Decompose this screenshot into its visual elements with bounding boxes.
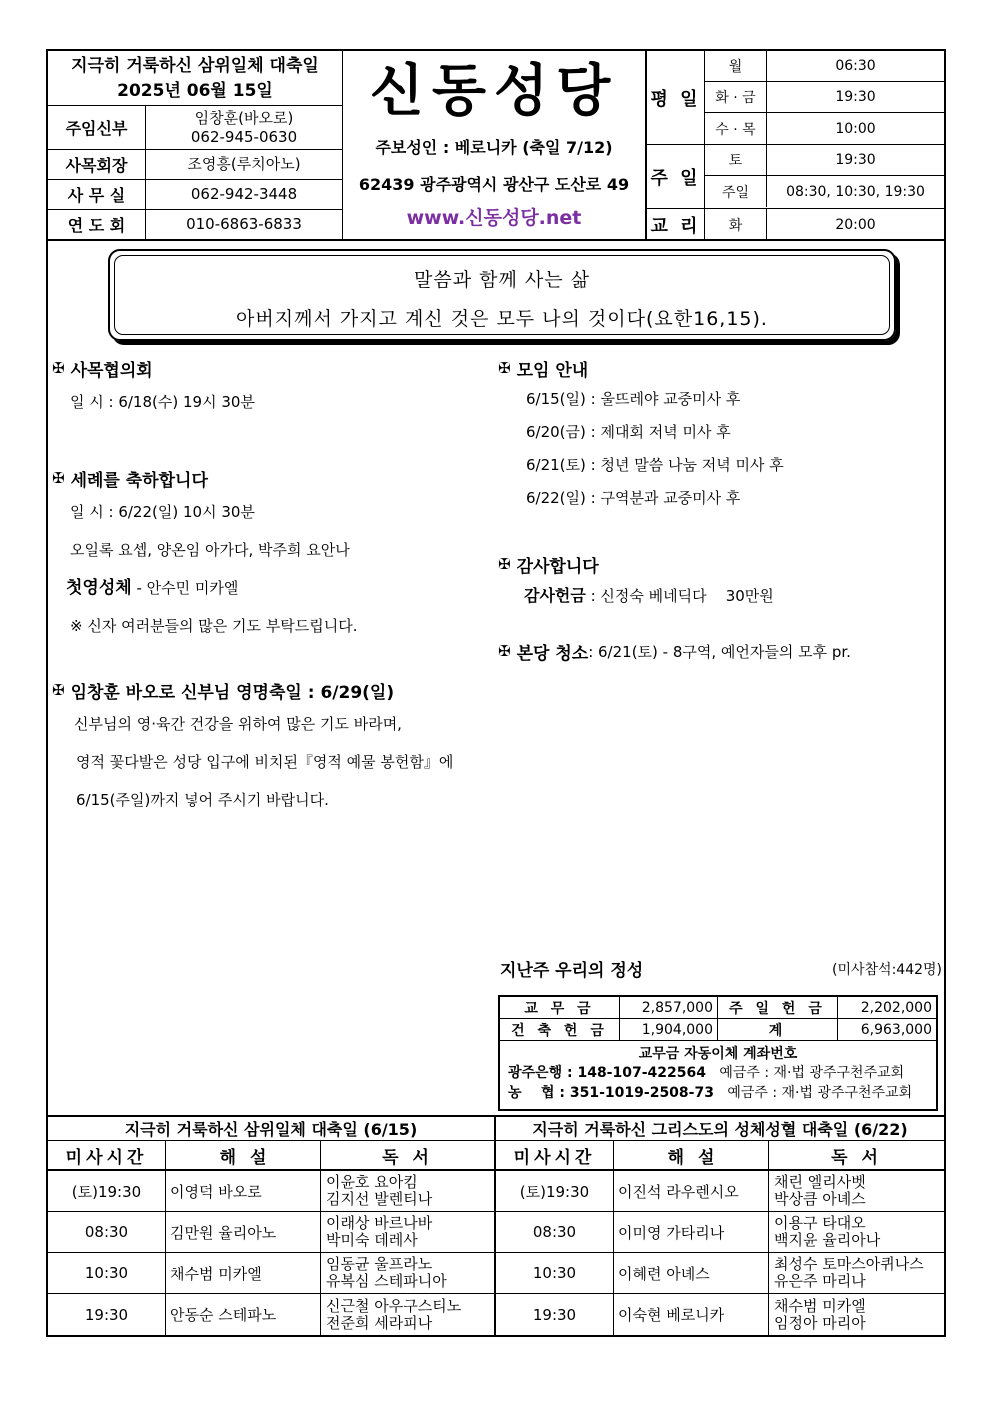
info-label: 사 무 실 <box>48 180 146 209</box>
schedule-label: 평 일 <box>647 51 705 144</box>
table-row: (토)19:30 이진석 라우렌시오 채린 엘리사벳 박상큼 아녜스 <box>496 1171 944 1212</box>
section-meetings: ✠ 모임 안내 <box>498 359 589 381</box>
table-row: (토)19:30 이영덕 바오로 이윤호 요아킴 김지선 발렌티나 <box>48 1171 494 1212</box>
motto-box <box>108 249 896 341</box>
mass-table-0615 <box>48 1115 496 1335</box>
notice-line: 오일록 요셉, 양온임 아가다, 박주희 요안나 <box>70 541 350 559</box>
offering-header <box>500 956 942 981</box>
table-row: 19:30 안동순 스테파노 신근철 아우구스티노 전준희 세라피나 <box>48 1294 494 1335</box>
notice-line: 감사헌금 : 신정숙 베네딕다 30만원 <box>524 586 774 605</box>
schedule-row: 주일 08:30, 10:30, 19:30 <box>705 176 944 207</box>
notice-line: 영적 꽃다발은 성당 입구에 비치된『영적 예물 봉헌함』에 <box>76 753 454 771</box>
cross-icon: ✠ <box>52 359 65 377</box>
schedule-row: 화 · 금 19:30 <box>705 82 944 113</box>
meeting-item: 6/20(금) : 제대회 저녁 미사 후 <box>526 423 731 441</box>
section-cleaning: ✠ 본당 청소 : 6/21(토) - 8구역, 예언자들의 모후 pr. <box>498 642 851 664</box>
mass-table-title: 지극히 거룩하신 그리스도의 성체성혈 대축일 (6/22) <box>496 1115 944 1141</box>
feast-box <box>48 51 342 106</box>
cross-icon: ✠ <box>498 359 511 377</box>
info-value: 062-945-0630 <box>190 127 298 146</box>
info-value: 임창훈(바오로) <box>194 108 294 127</box>
info-value: 062-942-3448 <box>190 185 298 203</box>
notice-line: 6/15(주일)까지 넣어 주시기 바랍니다. <box>76 791 329 809</box>
table-row: 19:30 이숙현 베로니카 채수범 미카엘 임정아 마리아 <box>496 1294 944 1335</box>
meeting-item: 6/21(토) : 청년 말씀 나눔 저녁 미사 후 <box>526 456 784 474</box>
notice-line: ※ 신자 여러분들의 많은 기도 부탁드립니다. <box>70 617 358 635</box>
schedule-row: 토 19:30 <box>705 145 944 176</box>
section-feast: ✠ 임창훈 바오로 신부님 영명축일 : 6/29(일) <box>52 681 395 703</box>
cross-icon: ✠ <box>52 469 65 487</box>
account-line: 농 협 : 351-1019-2508-73 예금주 : 재·법 광주구천주교회 <box>508 1085 913 1101</box>
table-row: 10:30 채수범 미카엘 임동균 울프라노 유복심 스테파니아 <box>48 1253 494 1294</box>
attendance-count: (미사참석:442명) <box>832 961 942 978</box>
schedule-row: 월 06:30 <box>705 51 944 82</box>
church-name: 신동성당 <box>369 59 619 124</box>
info-row-council <box>48 150 342 180</box>
feast-date: 2025년 06월 15일 <box>117 81 273 101</box>
mass-table-title: 지극히 거룩하신 삼위일체 대축일 (6/15) <box>48 1115 494 1141</box>
table-row: 08:30 이미영 가타리나 이용구 타대오 백지윤 율리아나 <box>496 1212 944 1253</box>
schedule-sunday <box>647 145 944 209</box>
info-label: 연 도 회 <box>48 210 146 239</box>
offering-row: 교 무 금 2,857,000 주 일 헌 금 2,202,000 <box>500 997 936 1019</box>
mass-table-header: 미사시간 해 설 독 서 <box>48 1141 494 1171</box>
mass-table-0622 <box>496 1115 944 1335</box>
meeting-item: 6/15(일) : 울뜨레야 교중미사 후 <box>526 390 741 408</box>
notice-line: 첫영성체 - 안수민 미카엘 <box>66 578 239 598</box>
schedule-catechism <box>647 209 944 241</box>
motto-title: 말씀과 함께 사는 삶 <box>414 269 590 291</box>
meeting-item: 6/22(일) : 구역분과 교중미사 후 <box>526 489 741 507</box>
cross-icon: ✠ <box>498 642 511 660</box>
cross-icon: ✠ <box>498 555 511 573</box>
notice-line: 일 시 : 6/22(일) 10시 30분 <box>70 503 255 521</box>
account-title: 교무금 자동이체 계좌번호 <box>638 1046 798 1062</box>
section-baptism: ✠ 세례를 축하합니다 <box>52 469 208 491</box>
mass-table-header: 미사시간 해 설 독 서 <box>496 1141 944 1171</box>
info-value: 010-6863-6833 <box>186 215 302 233</box>
notice-line: 일 시 : 6/18(수) 19시 30분 <box>70 393 255 411</box>
section-council: ✠ 사목협의회 <box>52 359 153 381</box>
schedule-label: 주 일 <box>647 145 705 208</box>
info-row-office <box>48 180 342 210</box>
motto-verse: 아버지께서 가지고 계신 것은 모두 나의 것이다(요한16,15). <box>236 308 768 330</box>
table-row: 08:30 김만원 율리아노 이래상 바르나바 박미숙 데레사 <box>48 1212 494 1253</box>
mass-schedule <box>647 51 944 241</box>
schedule-row: 수 · 목 10:00 <box>705 113 944 144</box>
info-row-prayer <box>48 210 342 239</box>
offering-title: 지난주 우리의 정성 <box>500 961 644 981</box>
info-label: 사목회장 <box>48 150 146 179</box>
cross-icon: ✠ <box>52 681 65 699</box>
info-label: 주임신부 <box>48 106 146 149</box>
info-value: 조영흥(루치아노) <box>187 155 301 173</box>
schedule-label: 교 리 <box>647 209 705 241</box>
bulletin-frame <box>46 49 946 1337</box>
offering-table <box>498 995 938 1111</box>
header-center <box>343 51 647 241</box>
notice-line: 신부님의 영·육간 건강을 위하여 많은 기도 바라며, <box>74 715 402 733</box>
notices-left <box>52 353 492 819</box>
feast-title: 지극히 거룩하신 삼위일체 대축일 <box>71 56 319 76</box>
notices-right <box>498 353 944 666</box>
schedule-row: 화 20:00 <box>705 209 944 240</box>
patron-saint: 주보성인 : 베로니카 (축일 7/12) <box>375 138 613 157</box>
church-address: 62439 광주광역시 광산구 도산로 49 <box>358 175 630 194</box>
header-left <box>48 51 343 241</box>
account-line: 광주은행 : 148-107-422564 예금주 : 재·법 광주구천주교회 <box>508 1065 905 1081</box>
offering-row: 건 축 헌 금 1,904,000 계 6,963,000 <box>500 1019 936 1041</box>
header <box>48 51 944 241</box>
section-thanks: ✠ 감사합니다 <box>498 555 599 577</box>
table-row: 10:30 이혜련 아녜스 최성수 토마스아퀴나스 유은주 마리나 <box>496 1253 944 1294</box>
info-row-pastor <box>48 106 342 150</box>
church-website-link[interactable]: www.신동성당.net <box>406 207 582 229</box>
schedule-weekday <box>647 51 944 145</box>
